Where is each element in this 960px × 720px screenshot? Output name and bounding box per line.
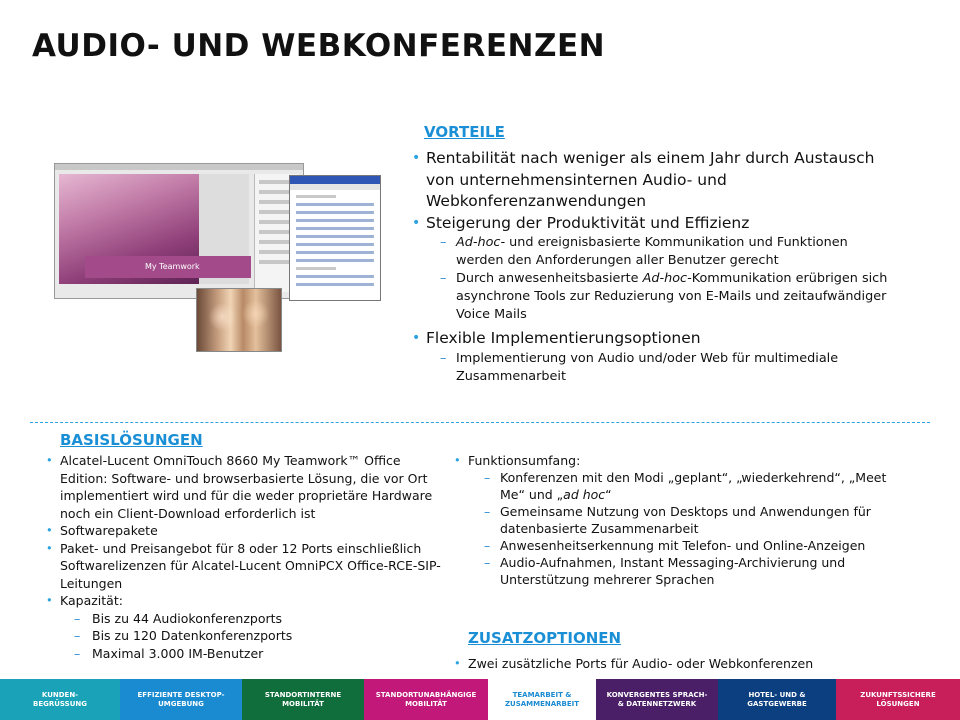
teamwork-banner: My Teamwork bbox=[85, 256, 251, 278]
nav-tab-teamarbeit-zusammenarbeit[interactable]: TEAMARBEIT & ZUSAMMENARBEIT bbox=[488, 679, 596, 720]
sub-list-item: – Audio-Aufnahmen, Instant Messaging-Archivierung und Unterstützung mehrerer Sprachen bbox=[468, 554, 894, 588]
sub-list-item: – Anwesenheitserkennung mit Telefon- und Online-Anzeigen bbox=[468, 537, 894, 554]
list-item: • Kapazität: – Bis zu 44 Audiokonferenzports – Bis zu 120 Datenkonferenzports – Maximal 3.000 IM-Benutzer bbox=[46, 592, 446, 662]
contact-list-screenshot-image bbox=[289, 175, 381, 301]
list-item: • Paket- und Preisangebot für 8 oder 12 Ports einschließlich Softwarelizenzen für Alcatel-Lucent OmniPCX Office-RCE-SIP-Leitungen bbox=[46, 540, 446, 593]
basis-heading: BASISLÖSUNGEN bbox=[60, 431, 203, 449]
sub-list-item: – Implementierung von Audio und/oder Web für multimediale Zusammenarbeit bbox=[426, 350, 892, 386]
nav-tab-hotel-gastgewerbe[interactable]: HOTEL- UND & GASTGEWERBE bbox=[718, 679, 836, 720]
people-photo-image bbox=[196, 288, 282, 352]
list-item: • Alcatel-Lucent OmniTouch 8660 My Teamwork™ Office Edition: Software- und browserbasierte Lösung, die vor Ort implementiert wird und für die weder proprietäre Hardware noch ein Client-Download erforderlich ist bbox=[46, 452, 446, 522]
basis-list bbox=[46, 452, 446, 662]
vorteile-list bbox=[412, 148, 892, 390]
nav-tab-kunden-begruessung[interactable]: KUNDEN- BEGRÜSSUNG bbox=[0, 679, 120, 720]
sub-list-item: – Bis zu 120 Datenkonferenzports bbox=[60, 627, 446, 645]
list-item: • Rentabilität nach weniger als einem Jahr durch Austausch von unternehmensinternen Audio- und Webkonferenzanwendungen bbox=[412, 148, 892, 213]
sub-list-item: – Durch anwesenheitsbasierte Ad-hoc-Kommunikation erübrigen sich asynchrone Tools zur Reduzierung von E-Mails und zeitaufwändiger Voice Mails bbox=[426, 270, 892, 324]
list-item: • Flexible Implementierungsoptionen – Implementierung von Audio und/oder Web für multimediale Zusammenarbeit bbox=[412, 328, 892, 386]
zusatz-heading: ZUSATZOPTIONEN bbox=[468, 629, 622, 647]
nav-tab-standortinterne-mobilitaet[interactable]: STANDORTINTERNE MOBILITÄT bbox=[242, 679, 364, 720]
nav-tab-effiziente-desktop-umgebung[interactable]: EFFIZIENTE DESKTOP- UMGEBUNG bbox=[120, 679, 242, 720]
bottom-nav bbox=[0, 679, 960, 720]
list-item: • Funktionsumfang: – Konferenzen mit den Modi „geplant“, „wiederkehrend“, „Meet Me“ und „ad hoc“ – Gemeinsame Nutzung von Desktops und Anwendungen für datenbasierte Zusammenarbeit – Anwesenheitserkennung mit Telefon- und Online-Anzeigen – Audio-Aufnahmen, Instant Messaging-Archivierung und Unterstützung mehrerer Sprachen bbox=[454, 452, 894, 588]
list-item: • Steigerung der Produktivität und Effizienz – Ad-hoc- und ereignisbasierte Kommunikation und Funktionen werden den Anforderungen aller Benutzer gerecht – Durch anwesenheitsbasierte Ad-hoc-Kommunikation erübrigen sich asynchrone Tools zur Reduzierung von E-Mails und zeitaufwändiger Voice Mails bbox=[412, 213, 892, 325]
sub-list-item: – Maximal 3.000 IM-Benutzer bbox=[60, 645, 446, 663]
section-divider bbox=[30, 422, 930, 423]
nav-tab-konvergentes-netzwerk[interactable]: KONVERGENTES SPRACH- & DATENNETZWERK bbox=[596, 679, 718, 720]
nav-tab-standortunabhaengige-mobilitaet[interactable]: STANDORTUNABHÄNGIGE MOBILITÄT bbox=[364, 679, 488, 720]
sub-list-item: – Gemeinsame Nutzung von Desktops und Anwendungen für datenbasierte Zusammenarbeit bbox=[468, 503, 894, 537]
list-item: • Softwarepakete bbox=[46, 522, 446, 540]
vorteile-heading: VORTEILE bbox=[424, 123, 505, 141]
sub-list-item: – Ad-hoc- und ereignisbasierte Kommunikation und Funktionen werden den Anforderungen aller Benutzer gerecht bbox=[426, 234, 892, 270]
nav-tab-zukunftssichere-loesungen[interactable]: ZUKUNFTSSICHERE LÖSUNGEN bbox=[836, 679, 960, 720]
teamwork-screenshot-image bbox=[54, 163, 304, 299]
list-item: • Zwei zusätzliche Ports für Audio- oder Webkonferenzen bbox=[454, 655, 894, 672]
page-title: AUDIO- UND WEBKONFERENZEN bbox=[32, 28, 606, 64]
sub-list-item: – Bis zu 44 Audiokonferenzports bbox=[60, 610, 446, 628]
sub-list-item: – Konferenzen mit den Modi „geplant“, „wiederkehrend“, „Meet Me“ und „ad hoc“ bbox=[468, 469, 894, 503]
funktion-list bbox=[454, 452, 894, 588]
zusatz-list bbox=[454, 655, 894, 672]
